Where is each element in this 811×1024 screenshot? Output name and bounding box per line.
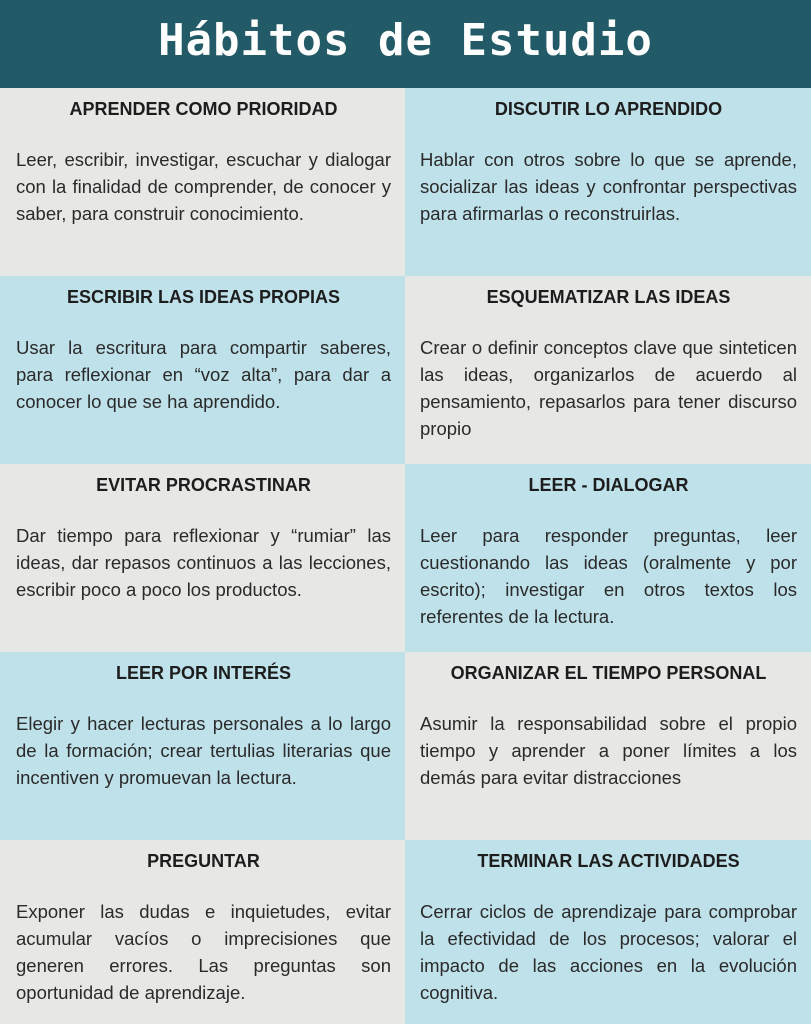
habit-text: Exponer las dudas e inquietudes, evitar acumular vacíos o imprecisiones que generen errores. Las preguntas son oportunidad de aprendizaje. — [16, 901, 391, 1003]
habit-text: Asumir la responsabilidad sobre el propio tiempo y aprender a poner límites a los demás para evitar distracciones — [420, 713, 797, 788]
habit-card-leer-por-interes — [0, 652, 405, 840]
habit-card-esquematizar-las-ideas — [405, 276, 811, 464]
habit-heading: LEER - DIALOGAR — [528, 475, 689, 495]
page-title: Hábitos de Estudio — [158, 14, 653, 66]
habit-card-discutir-lo-aprendido — [405, 88, 811, 276]
habit-text: Crear o definir conceptos clave que sinteticen las ideas, organizarlos de acuerdo al pensamiento, repasarlos para tener discurso propio — [420, 337, 797, 439]
habit-heading: ESQUEMATIZAR LAS IDEAS — [486, 287, 731, 307]
habit-card-leer-dialogar — [405, 464, 811, 652]
habit-heading: PREGUNTAR — [147, 851, 260, 871]
habit-heading: TERMINAR LAS ACTIVIDADES — [477, 851, 740, 871]
header-banner — [0, 0, 811, 88]
habit-text: Leer para responder preguntas, leer cuestionando las ideas (oralmente y por escrito); investigar en otros textos los referentes de la lectura. — [420, 525, 797, 627]
habits-grid — [0, 88, 811, 1024]
habit-heading: DISCUTIR LO APRENDIDO — [494, 99, 723, 119]
habit-card-escribir-las-ideas-propias — [0, 276, 405, 464]
habit-text: Usar la escritura para compartir saberes, para reflexionar en “voz alta”, para dar a conocer lo que se ha aprendido. — [16, 337, 391, 412]
habit-text: Cerrar ciclos de aprendizaje para comprobar la efectividad de los procesos; valorar el impacto de las acciones en la evolución cognitiva. — [420, 901, 797, 1003]
habit-card-evitar-procrastinar — [0, 464, 405, 652]
habit-heading: LEER POR INTERÉS — [115, 663, 292, 683]
habit-card-preguntar — [0, 840, 405, 1024]
habit-text: Hablar con otros sobre lo que se aprende, socializar las ideas y confrontar perspectivas para afirmarlas o reconstruirlas. — [420, 149, 797, 224]
habit-card-aprender-como-prioridad — [0, 88, 405, 276]
habit-heading: ESCRIBIR LAS IDEAS PROPIAS — [66, 287, 341, 307]
habit-card-terminar-las-actividades — [405, 840, 811, 1024]
habit-heading: APRENDER COMO PRIORIDAD — [69, 99, 338, 119]
habit-text: Dar tiempo para reflexionar y “rumiar” las ideas, dar repasos continuos a las lecciones, escribir poco a poco los productos. — [16, 525, 391, 600]
habit-heading: EVITAR PROCRASTINAR — [96, 475, 311, 495]
habit-card-organizar-el-tiempo-personal — [405, 652, 811, 840]
habit-text: Leer, escribir, investigar, escuchar y dialogar con la finalidad de comprender, de conocer y saber, para construir conocimiento. — [16, 149, 391, 224]
habit-heading: ORGANIZAR EL TIEMPO PERSONAL — [450, 663, 767, 683]
habit-text: Elegir y hacer lecturas personales a lo largo de la formación; crear tertulias literarias que incentiven y promuevan la lectura. — [16, 713, 391, 788]
